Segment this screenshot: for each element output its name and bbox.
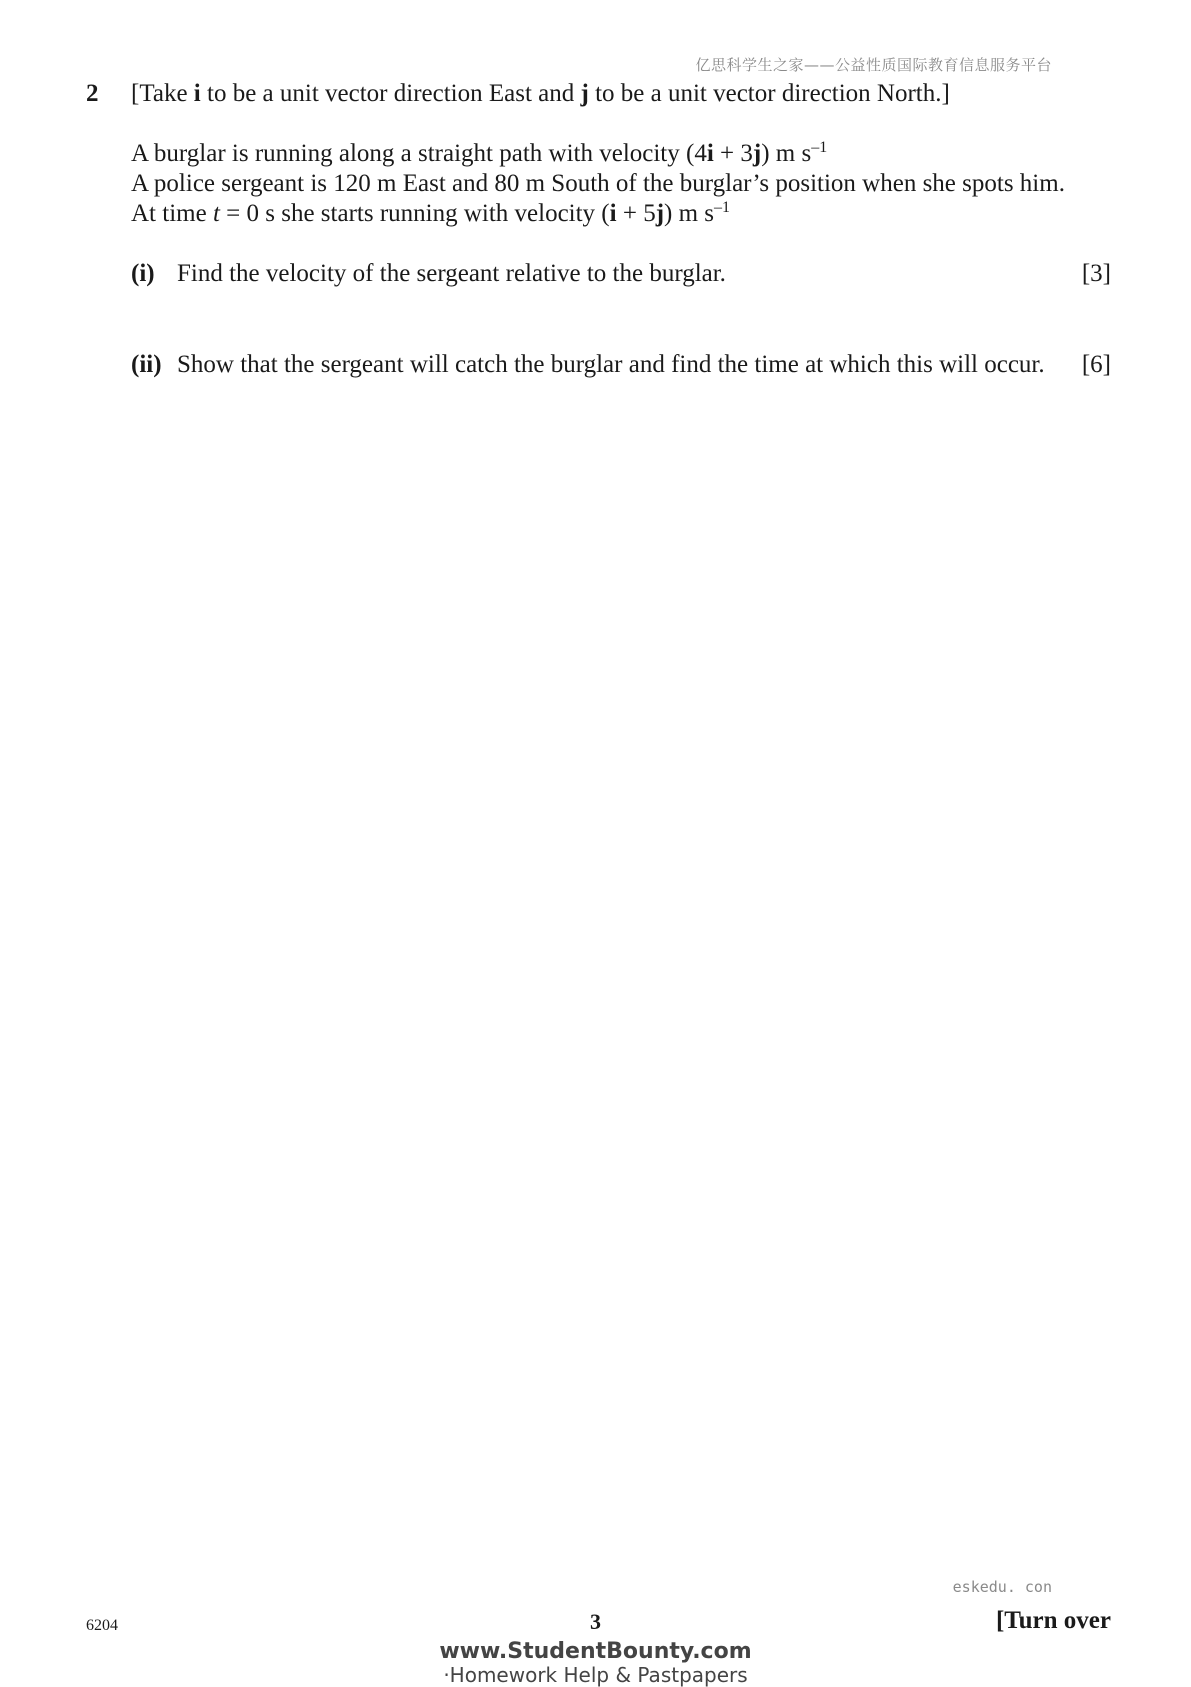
- vector-j: j: [580, 80, 589, 107]
- question-intro: [131, 80, 950, 108]
- paper-code: 6204: [86, 1617, 118, 1634]
- vector-i: i: [609, 200, 617, 227]
- watermark-top: 亿思科学生之家——公益性质国际教育信息服务平台: [695, 56, 1052, 74]
- part-ii-marks: [6]: [1081, 351, 1111, 378]
- turn-over: [Turn over: [995, 1607, 1111, 1634]
- time-variable: t: [212, 200, 220, 227]
- studentbounty-url: www.StudentBounty.com: [439, 1639, 752, 1664]
- watermark-bottom: eskedu. con: [952, 1578, 1052, 1596]
- vector-i: i: [706, 140, 714, 167]
- sergeant-line: A police sergeant is 120 m East and 80 m South of the burglar’s position when she spots him.: [131, 170, 1065, 197]
- exponent: –1: [714, 199, 731, 216]
- intro-text-2: to be a unit vector direction East and: [200, 80, 581, 107]
- burglar-text-3: ) m s: [761, 140, 812, 167]
- studentbounty-tagline: ·Homework Help & Pastpapers: [443, 1663, 748, 1687]
- exponent: –1: [811, 139, 828, 156]
- vector-i: i: [193, 80, 201, 107]
- page-number: 3: [590, 1609, 601, 1634]
- intro-text-3: to be a unit vector direction North.]: [588, 80, 950, 107]
- vector-j: j: [655, 200, 665, 227]
- burglar-line: [131, 140, 827, 168]
- time-text-1: At time: [131, 200, 213, 227]
- part-ii-label: (ii): [131, 351, 162, 378]
- part-i-text: Find the velocity of the sergeant relative to the burglar.: [177, 260, 726, 287]
- question-number: 2: [86, 80, 99, 107]
- part-i-marks: [3]: [1081, 260, 1111, 287]
- time-line: [131, 200, 730, 228]
- time-text-4: ) m s: [664, 200, 715, 227]
- burglar-text-2: + 3: [713, 140, 753, 167]
- part-ii-text: Show that the sergeant will catch the burglar and find the time at which this will occur.: [177, 351, 1045, 378]
- vector-j: j: [752, 140, 762, 167]
- intro-text-1: [Take: [131, 80, 194, 107]
- time-text-3: + 5: [616, 200, 656, 227]
- burglar-text-1: A burglar is running along a straight path with velocity (4: [131, 140, 707, 167]
- time-text-2: = 0 s she starts running with velocity (: [219, 200, 610, 227]
- part-i-label: (i): [131, 260, 155, 287]
- studentbounty-banner: [0, 1641, 1191, 1685]
